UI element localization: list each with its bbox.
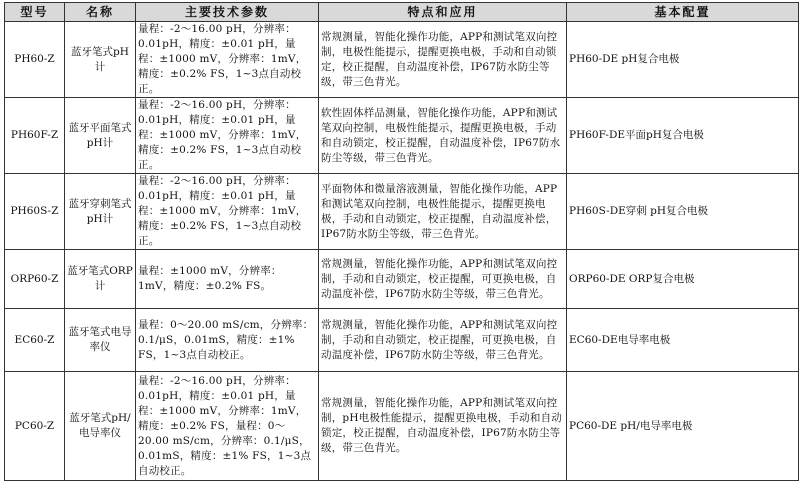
table-row	[5, 98, 799, 174]
cell-name: 蓝牙穿刺笔式pH计	[65, 174, 136, 250]
cell-features: 平面物体和微量溶液测量，智能化操作功能，APP和测试笔双向控制，电极性能提示，提醒更换电极，手动和自动锁定，校正提醒，自动温度补偿，IP67防水防尘等级，带三色背光。	[319, 174, 567, 250]
spec-table	[4, 2, 799, 481]
cell-model: EC60-Z	[5, 309, 65, 372]
cell-config: PC60-DE pH/电导率电极	[567, 372, 799, 481]
header-name: 名称	[65, 3, 136, 22]
header-model: 型号	[5, 3, 65, 22]
cell-model: ORP60-Z	[5, 250, 65, 309]
cell-features: 常规测量，智能化操作功能，APP和测试笔双向控制，pH电极性能提示，提醒更换电极，手动和自动锁定，校正提醒，自动温度补偿，IP67防水防尘等级，带三色背光。	[319, 372, 567, 481]
table-row	[5, 22, 799, 98]
table-row	[5, 372, 799, 481]
cell-features: 常规测量，智能化操作功能，APP和测试笔双向控制，手动和自动锁定，校正提醒，可更换电极，自动温度补偿，IP67防水防尘等级，带三色背光。	[319, 309, 567, 372]
cell-features: 软性固体样品测量，智能化操作功能，APP和测试笔双向控制，电极性能提示，提醒更换电极，手动和自动锁定，校正提醒，自动温度补偿，IP67防水防尘等级，带三色背光。	[319, 98, 567, 174]
header-features: 特点和应用	[319, 3, 567, 22]
cell-features: 常规测量，智能化操作功能，APP和测试笔双向控制，手动和自动锁定，校正提醒，可更换电极，自动温度补偿，IP67防水防尘等级，带三色背光。	[319, 250, 567, 309]
table-row	[5, 174, 799, 250]
cell-config: EC60-DE电导率电极	[567, 309, 799, 372]
cell-params: 量程：±1000 mV，分辨率：1mV，精度：±0.2% FS。	[136, 250, 319, 309]
header-config: 基本配置	[567, 3, 799, 22]
cell-model: PC60-Z	[5, 372, 65, 481]
cell-config: PH60S-DE穿刺 pH复合电极	[567, 174, 799, 250]
cell-model: PH60-Z	[5, 22, 65, 98]
cell-name: 蓝牙笔式电导率仪	[65, 309, 136, 372]
cell-config: ORP60-DE ORP复合电极	[567, 250, 799, 309]
cell-params: 量程：-2～16.00 pH，分辨率：0.01pH，精度：±0.01 pH，量程：±1000 mV，分辨率：1mV，精度：±0.2% FS，1~3点自动校正。	[136, 98, 319, 174]
cell-features: 常规测量，智能化操作功能，APP和测试笔双向控制，电极性能提示，提醒更换电极，手动和自动锁定，校正提醒，自动温度补偿，IP67防水防尘等级，带三色背光。	[319, 22, 567, 98]
header-params: 主要技术参数	[136, 3, 319, 22]
cell-params: 量程：-2～16.00 pH，分辨率：0.01pH，精度：±0.01 pH，量程：±1000 mV，分辨率：1mV，精度：±0.2% FS，量程：0～20.00 mS/cm，分辨率：0.1/μS，0.01mS，精度：±1% FS，1~3点自动校正。	[136, 372, 319, 481]
table-row	[5, 309, 799, 372]
cell-name: 蓝牙笔式ORP计	[65, 250, 136, 309]
cell-name: 蓝牙笔式pH计	[65, 22, 136, 98]
cell-params: 量程：-2～16.00 pH，分辨率：0.01pH，精度：±0.01 pH，量程：±1000 mV，分辨率：1mV，精度：±0.2% FS，1~3点自动校正。	[136, 22, 319, 98]
cell-name: 蓝牙笔式pH/电导率仪	[65, 372, 136, 481]
cell-params: 量程：0～20.00 mS/cm，分辨率：0.1/μS，0.01mS，精度：±1% FS，1~3点自动校正。	[136, 309, 319, 372]
table-row	[5, 250, 799, 309]
cell-name: 蓝牙平面笔式pH计	[65, 98, 136, 174]
cell-params: 量程：-2～16.00 pH，分辨率：0.01pH，精度：±0.01 pH，量程：±1000 mV，分辨率：1mV，精度：±0.2% FS，1~3点自动校正。	[136, 174, 319, 250]
cell-config: PH60-DE pH复合电极	[567, 22, 799, 98]
header-row	[5, 3, 799, 22]
cell-model: PH60S-Z	[5, 174, 65, 250]
cell-model: PH60F-Z	[5, 98, 65, 174]
cell-config: PH60F-DE平面pH复合电极	[567, 98, 799, 174]
